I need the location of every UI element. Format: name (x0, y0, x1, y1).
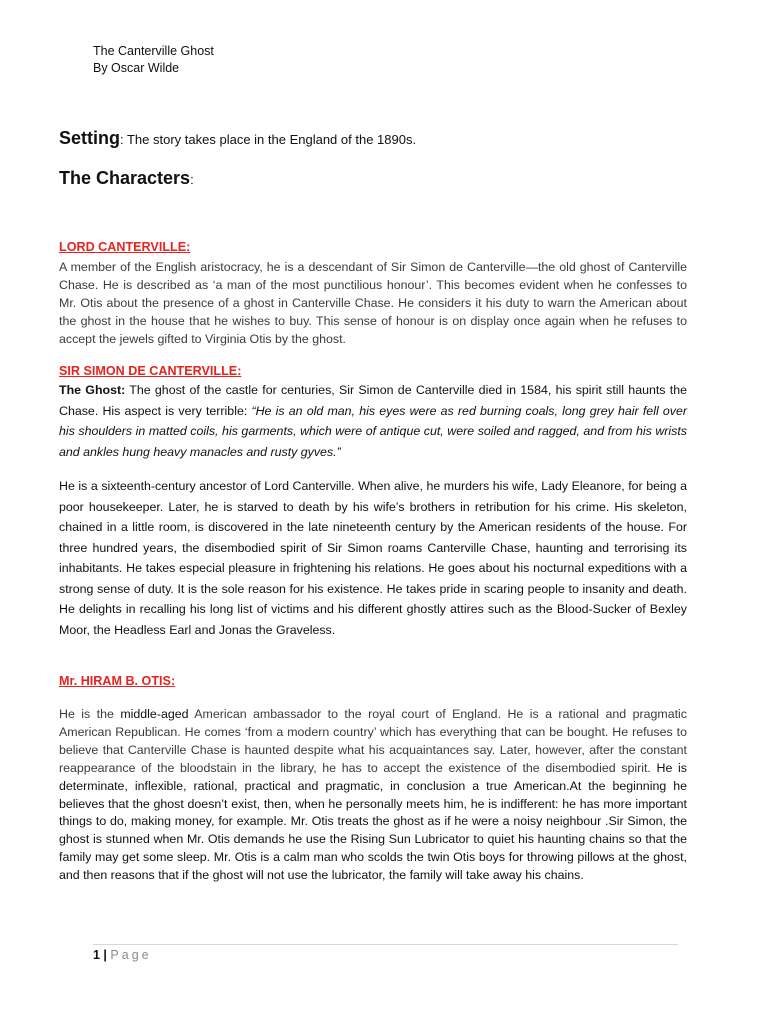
hiram-otis-text-d: He is determinate, inflexible, rational, practical and pragmatic, in conclusion a true American.At the beginning he believes that the ghost doesn’t exist, then, when he personally meets him, he is indifferent: he has more important things to do, making money, for example. Mr. Otis treats the ghost as if he were a noisy neighbour .Sir Simon, the ghost is stunned when Mr. Otis demands he use the Rising Sun Lubricator to quiet his haunting chains so that the family may get some sleep. Mr. Otis is a calm man who scolds the twin Otis boys for throwing pillows at the ghost, and then reasons that if the ghost will not use the lubricator, the family will take away his chains. (59, 760, 687, 883)
sir-simon-heading-colon: : (237, 364, 242, 378)
hiram-otis-text-a: He is the (59, 707, 121, 721)
ghost-lead-label: The Ghost: (59, 383, 126, 397)
characters-label: The Characters (59, 168, 191, 188)
footer-divider (93, 944, 678, 945)
characters-colon: : (190, 172, 194, 187)
sir-simon-heading (59, 364, 241, 378)
page-separator: | (99, 948, 111, 962)
sir-simon-body-2: He is a sixteenth-century ancestor of Lord Canterville. When alive, he murders his wife, Lady Eleanore, for being a poor housekeeper. Later, he is starved to death by his wife’s brothers in retribution for his crime. His skeleton, chained in a little room, is discovered in the late nineteenth century by the American residents of the house. For three hundred years, the disembodied spirit of Sir Simon roams Canterville Chase, haunting and terrorising its inhabitants. He takes especial pleasure in frightening his relations. He goes about his nocturnal expeditions with a strong sense of duty. It is the sole reason for his existence. He takes pride in scaring people to insanity and death. He delights in recalling his long list of victims and his different ghostly attires such as the Blood-Sucker of Bexley Moor, the Headless Earl and Jonas the Graveless. (59, 479, 687, 637)
document-title: The Canterville Ghost (93, 44, 214, 58)
setting-paragraph (59, 128, 416, 149)
page-number: 1 (93, 948, 100, 962)
lord-canterville-body: A member of the English aristocracy, he is a descendant of Sir Simon de Canterville—the old ghost of Canterville Chase. He is described as ‘a man of the most punctilious honour’. This becomes evident when he confesses to Mr. Otis about the presence of a ghost in Canterville Chase. He considers it his duty to warn the American about the ghost in the house that he wishes to buy. This sense of honour is on display once again when he refuses to accept the jewels gifted to Virginia Otis by the ghost. (59, 260, 687, 346)
sir-simon-quote: “He is an old man, his eyes were as red burning coals, long grey hair fell over his shoulders in matted coils, his garments, which were of antique cut, were soiled and ragged, and from his wrists and ankles hung heavy manacles and rusty gyves.” (59, 403, 687, 459)
sir-simon-paragraph-1 (59, 380, 687, 462)
hiram-otis-paragraph (59, 706, 687, 885)
page-footer (93, 948, 152, 962)
hiram-otis-text-c: American ambassador to the royal court of England. He is a rational and pragmatic American Republican. He comes ‘from a modern country’ which has everything that can be bought. He refuses to believe that Canterville Chase is haunted despite what his acquaintances say. Later, however, after the constant reappearance of the bloodstain in the library, he has to accept the existence of the disembodied spirit. (59, 707, 687, 775)
characters-heading (59, 168, 194, 189)
sir-simon-body-1: The ghost of the castle for centuries, Sir Simon de Canterville died in 1584, his spirit still haunts the Chase. His aspect is very terrible: (59, 383, 688, 418)
setting-label: Setting (59, 128, 120, 148)
setting-text: : The story takes place in the England of the 1890s. (120, 132, 417, 147)
hiram-otis-middle-aged: middle-aged (120, 707, 189, 721)
page-word: Page (110, 948, 152, 962)
hiram-otis-heading: Mr. HIRAM B. OTIS: (59, 674, 176, 688)
document-author: By Oscar Wilde (93, 61, 180, 75)
lord-canterville-heading: LORD CANTERVILLE: (59, 240, 191, 254)
sir-simon-heading-text: SIR SIMON DE CANTERVILLE (59, 364, 238, 378)
